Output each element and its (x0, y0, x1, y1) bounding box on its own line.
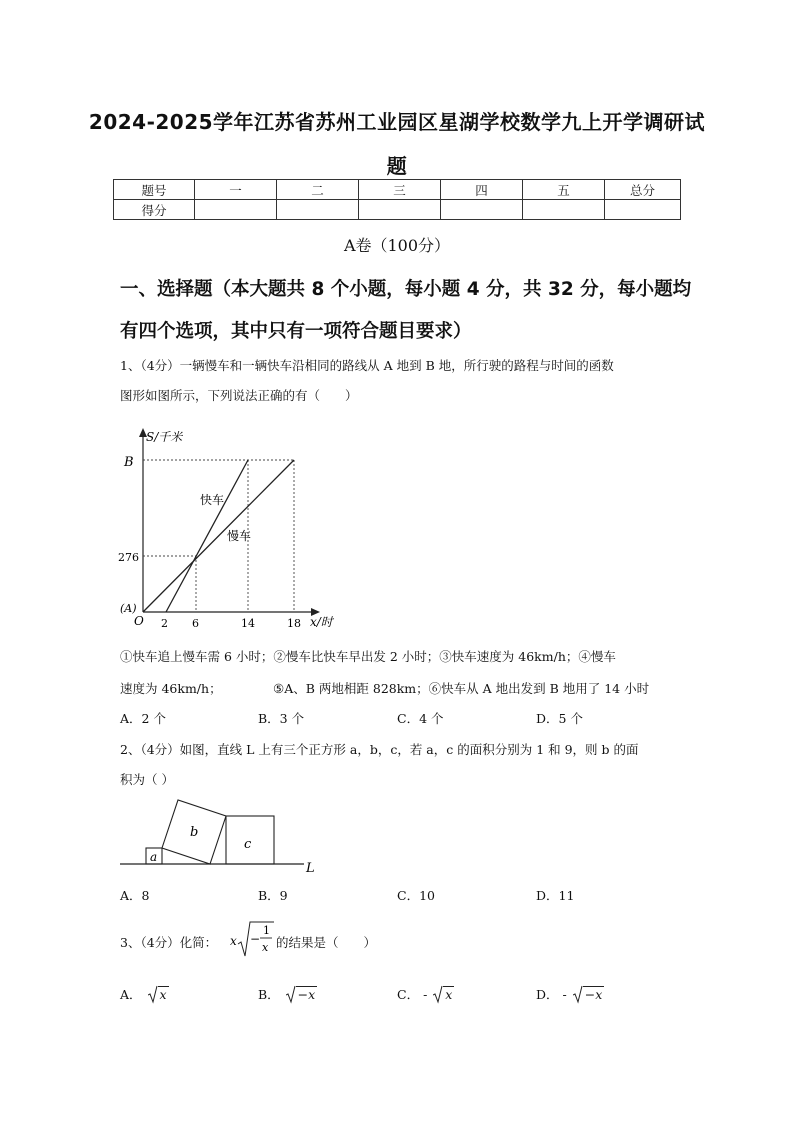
sqrt-expression (286, 987, 318, 1002)
table-cell: 三 (359, 180, 441, 200)
table-row (114, 180, 681, 200)
table-cell: 总分 (605, 180, 681, 200)
q1-statements-line2a: 速度为 46km/h； (120, 681, 222, 696)
q3-option-c[interactable] (397, 985, 454, 1003)
score-cell (523, 200, 605, 220)
radicand: x (159, 987, 167, 1002)
label-slow-car: 慢车 (227, 529, 252, 543)
tick-2: 2 (161, 617, 168, 630)
q2-option-b[interactable]: B．9 (258, 888, 288, 903)
q2-figure (116, 796, 326, 876)
q3-option-d[interactable] (536, 985, 604, 1003)
q1-graph (110, 422, 350, 637)
tick-6: 6 (192, 617, 199, 630)
q1-statements-line1: ①快车追上慢车需 6 小时；②慢车比快车早出发 2 小时；③快车速度为 46km/h；④慢车 (120, 649, 616, 664)
expr-numerator: 1 (263, 924, 270, 937)
page-title-line1: 2024-2025学年江苏省苏州工业园区星湖学校数学九上开学调研试 (88, 110, 706, 134)
q1-option-a[interactable]: A．2 个 (120, 711, 166, 726)
label-c: c (244, 837, 252, 852)
q3-option-b[interactable] (258, 985, 317, 1003)
q1-text-line2: 图形如图所示，下列说法正确的有（ ） (120, 388, 358, 403)
q1-text-line1: 1、（4分）一辆慢车和一辆快车沿相同的路线从 A 地到 B 地，所行驶的路程与时间的函数 (120, 358, 614, 373)
label-L: L (306, 861, 315, 876)
option-letter: A． (120, 987, 142, 1002)
label-A: (A) (120, 602, 137, 615)
option-letter: C． (397, 987, 420, 1002)
q1-option-b[interactable]: B．3 个 (258, 711, 305, 726)
sqrt-expression (433, 987, 454, 1002)
score-cell (195, 200, 277, 220)
label-a: a (150, 850, 158, 864)
tick-14: 14 (241, 617, 255, 630)
table-cell: 得分 (114, 200, 195, 220)
table-row (114, 200, 681, 220)
table-cell: 二 (277, 180, 359, 200)
score-cell (605, 200, 681, 220)
q2-text-line2: 积为（ ） (120, 772, 174, 787)
radical-icon (573, 984, 583, 1004)
radical-icon (286, 984, 296, 1004)
q3-expression (228, 918, 276, 964)
label-fast-car: 快车 (200, 493, 225, 507)
page-title-line2: 题 (386, 154, 408, 178)
option-letter: D． (536, 987, 559, 1002)
radicand: x (445, 987, 453, 1002)
q2-option-c[interactable]: C．10 (397, 888, 435, 903)
q2-option-d[interactable]: D．11 (536, 888, 575, 903)
radical-icon (148, 984, 158, 1004)
sqrt-expression (148, 987, 169, 1002)
score-cell (441, 200, 523, 220)
radical-icon (433, 984, 443, 1004)
option-sign: - (423, 987, 428, 1002)
q3-text-prefix: 3、（4分）化简： (120, 935, 218, 950)
q1-option-d[interactable]: D．5 个 (536, 711, 583, 726)
q1-option-c[interactable]: C．4 个 (397, 711, 444, 726)
score-cell (277, 200, 359, 220)
table-cell: 五 (523, 180, 605, 200)
tick-276: 276 (118, 551, 139, 564)
q3-option-a[interactable] (120, 985, 169, 1003)
radicand: −x (584, 987, 603, 1002)
q2-text-line1: 2、（4分）如图，直线 L 上有三个正方形 a，b，c，若 a，c 的面积分别为 1 和 9，则 b 的面 (120, 742, 639, 757)
radicand: −x (297, 987, 316, 1002)
slow-car-line (143, 460, 294, 612)
table-cell: 一 (195, 180, 277, 200)
label-O: O (134, 614, 144, 628)
q1-statements-line2b: ⑤A、B 两地相距 828km；⑥快车从 A 地出发到 B 地用了 14 小时 (273, 681, 650, 696)
table-cell: 四 (441, 180, 523, 200)
option-sign: - (562, 987, 567, 1002)
paper-subtitle: A卷（100分） (343, 236, 451, 255)
table-cell: 题号 (114, 180, 195, 200)
sqrt-expression (573, 987, 605, 1002)
expr-x: x (230, 934, 237, 948)
score-cell (359, 200, 441, 220)
tick-18: 18 (287, 617, 301, 630)
label-b: b (190, 825, 199, 840)
y-axis-label: S/千米 (146, 430, 183, 444)
score-table (113, 179, 681, 220)
expr-minus: − (250, 932, 261, 946)
q2-option-a[interactable]: A．8 (120, 888, 150, 903)
q3-text-suffix: 的结果是（ ） (276, 935, 377, 950)
label-B: B (124, 455, 134, 470)
section-heading-line2: 有四个选项，其中只有一项符合题目要求） (120, 321, 472, 342)
option-letter: B． (258, 987, 280, 1002)
expr-denominator: x (262, 941, 269, 954)
section-heading-line1: 一、选择题（本大题共 8 个小题，每小题 4 分，共 32 分，每小题均 (120, 279, 692, 300)
x-axis-label: x/时 (310, 615, 333, 629)
